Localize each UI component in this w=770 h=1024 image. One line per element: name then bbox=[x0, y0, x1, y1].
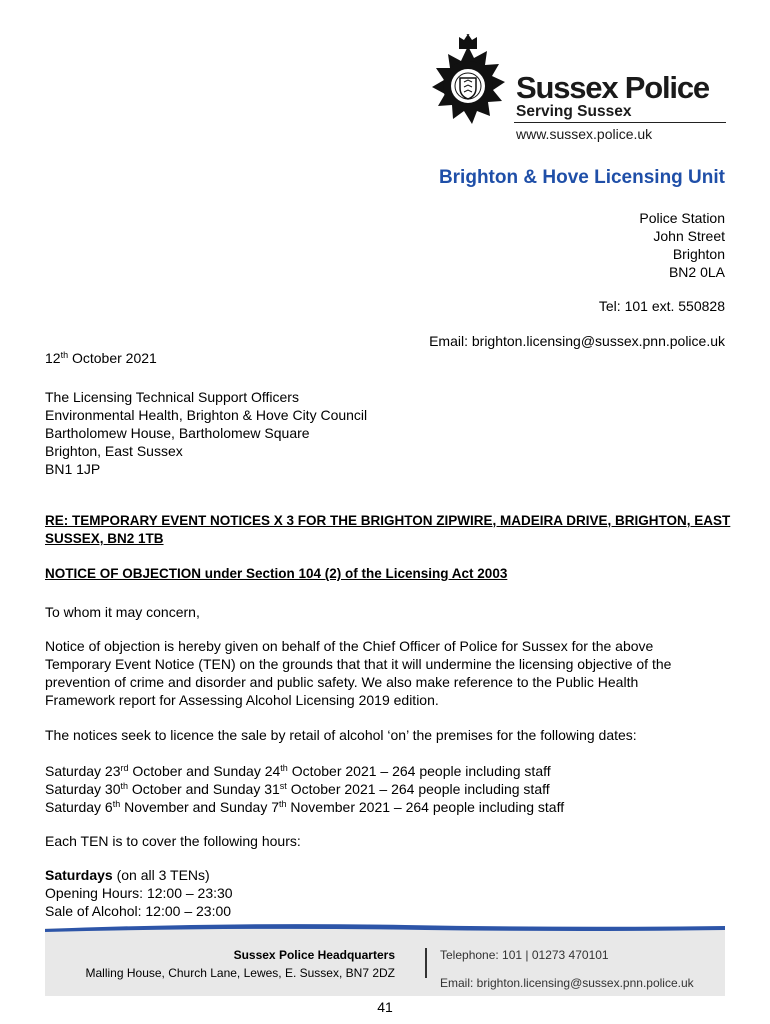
recipient-line: Bartholomew House, Bartholomew Square bbox=[45, 425, 310, 441]
footer-swoosh-icon bbox=[45, 920, 725, 936]
hq-title: Sussex Police Headquarters bbox=[233, 948, 395, 962]
opening-hours: Opening Hours: 12:00 – 23:30 bbox=[45, 885, 233, 901]
event-date-line: Saturday 6th November and Sunday 7th November 2021 – 264 people including staff bbox=[45, 799, 565, 815]
recipient-line: The Licensing Technical Support Officers bbox=[45, 389, 299, 405]
dates-intro-text: The notices seek to licence the sale by retail of alcohol ‘on’ the premises for the following dates: bbox=[45, 727, 637, 743]
letter-date bbox=[45, 350, 157, 366]
salutation-text: To whom it may concern, bbox=[45, 604, 200, 620]
header-rule bbox=[514, 122, 726, 123]
dates-intro bbox=[45, 726, 735, 744]
paragraph-line: prevention of crime and disorder and public safety. We also make reference to the Public Health bbox=[45, 674, 639, 690]
recipient-address bbox=[45, 388, 367, 478]
hours-intro bbox=[45, 832, 735, 850]
footer-email[interactable]: Email: brighton.licensing@sussex.pnn.police.uk bbox=[440, 976, 694, 990]
hq-address: Malling House, Church Lane, Lewes, E. Sussex, BN7 2DZ bbox=[85, 966, 395, 980]
unit-heading: Brighton & Hove Licensing Unit bbox=[438, 167, 725, 188]
date-suffix: th bbox=[60, 350, 69, 360]
paragraph-line: Temporary Event Notice (TEN) on the grounds that that it will undermine the licensing objective of the bbox=[45, 656, 672, 672]
date-day: 12 bbox=[45, 350, 61, 366]
footer-divider bbox=[425, 948, 427, 978]
unit-telephone: Tel: 101 ext. 550828 bbox=[598, 298, 725, 314]
org-tagline: Serving Sussex bbox=[516, 103, 632, 120]
salutation bbox=[45, 603, 735, 621]
re-subject-line: RE: TEMPORARY EVENT NOTICES X 3 FOR THE BRIGHTON ZIPWIRE, MADEIRA DRIVE, BRIGHTON, EAST SUSSEX, BN2 1TB bbox=[45, 513, 731, 546]
recipient-line: BN1 1JP bbox=[45, 461, 101, 477]
address-line: Brighton bbox=[672, 246, 725, 262]
sale-of-alcohol-hours: Sale of Alcohol: 12:00 – 23:00 bbox=[45, 903, 232, 919]
event-date-line: Saturday 30th October and Sunday 31st October 2021 – 264 people including staff bbox=[45, 781, 550, 797]
sussex-police-badge-icon bbox=[422, 34, 514, 126]
unit-email[interactable]: Email: brighton.licensing@sussex.pnn.police.uk bbox=[429, 333, 725, 349]
recipient-line: Brighton, East Sussex bbox=[45, 443, 183, 459]
event-date-line: Saturday 23rd October and Sunday 24th October 2021 – 264 people including staff bbox=[45, 763, 551, 779]
event-dates-list bbox=[45, 762, 735, 816]
unit-address bbox=[639, 209, 725, 281]
saturdays-heading: Saturdays (on all 3 TENs) bbox=[45, 867, 210, 883]
address-line: Police Station bbox=[639, 210, 725, 226]
page-number: 41 bbox=[377, 999, 393, 1015]
recipient-line: Environmental Health, Brighton & Hove City Council bbox=[45, 407, 368, 423]
notice-heading: NOTICE OF OBJECTION under Section 104 (2) of the Licensing Act 2003 bbox=[45, 566, 508, 581]
org-name: Sussex Police bbox=[516, 70, 709, 105]
address-line: BN2 0LA bbox=[668, 264, 725, 280]
website-link[interactable]: www.sussex.police.uk bbox=[516, 126, 653, 142]
address-line: John Street bbox=[653, 228, 725, 244]
hours-intro-text: Each TEN is to cover the following hours: bbox=[45, 833, 301, 849]
footer-telephone: Telephone: 101 | 01273 470101 bbox=[440, 948, 609, 962]
footer-band bbox=[45, 928, 725, 996]
saturday-hours bbox=[45, 866, 735, 920]
paragraph-line: Framework report for Assessing Alcohol Licensing 2019 edition. bbox=[45, 692, 439, 708]
objection-paragraph bbox=[45, 637, 735, 709]
paragraph-line: Notice of objection is hereby given on behalf of the Chief Officer of Police for Sussex for the above bbox=[45, 638, 654, 654]
date-rest: October 2021 bbox=[68, 350, 157, 366]
